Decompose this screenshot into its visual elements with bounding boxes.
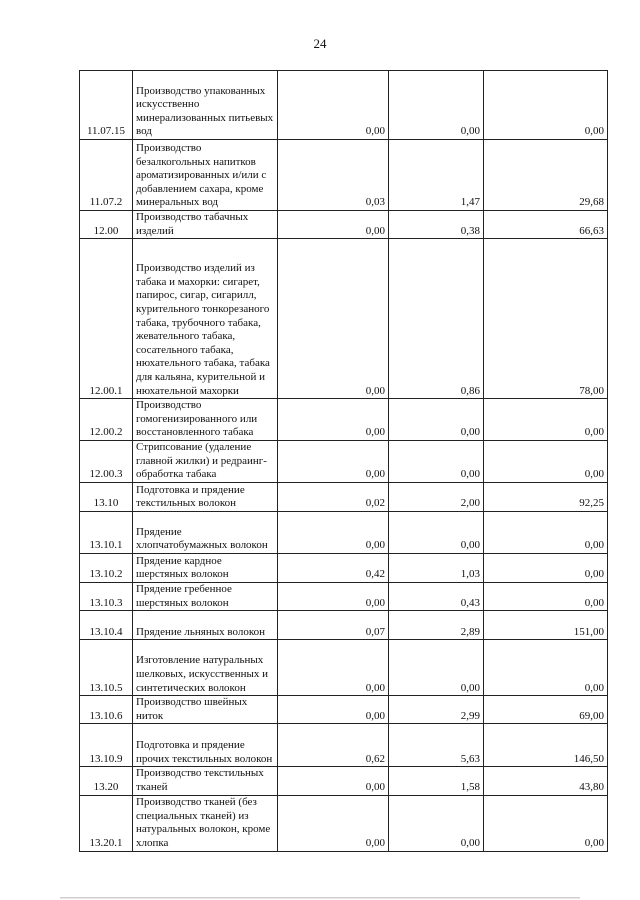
- row-value-2: 0,00: [389, 511, 484, 553]
- row-value-2: 0,38: [389, 211, 484, 239]
- row-value-1: 0,00: [278, 767, 389, 795]
- row-value-1: 0,00: [278, 511, 389, 553]
- row-code: 13.10.4: [80, 611, 133, 640]
- row-value-3: 0,00: [484, 582, 608, 610]
- row-name: Изготовление натуральных шелковых, искусственных и синтетических волокон: [133, 640, 278, 696]
- row-name: Подготовка и прядение текстильных волокон: [133, 482, 278, 511]
- row-value-2: 0,00: [389, 71, 484, 140]
- row-value-3: 0,00: [484, 795, 608, 851]
- row-value-2: 1,03: [389, 553, 484, 582]
- row-value-1: 0,07: [278, 611, 389, 640]
- row-code: 13.10.6: [80, 696, 133, 724]
- row-value-2: 2,89: [389, 611, 484, 640]
- row-code: 13.10.3: [80, 582, 133, 610]
- row-name: Производство табачных изделий: [133, 211, 278, 239]
- row-name: Производство текстильных тканей: [133, 767, 278, 795]
- row-name: Производство гомогенизированного или восстановленного табака: [133, 399, 278, 441]
- row-name: Прядение кардное шерстяных волокон: [133, 553, 278, 582]
- row-value-2: 1,47: [389, 140, 484, 211]
- row-value-1: 0,00: [278, 71, 389, 140]
- row-value-3: 43,80: [484, 767, 608, 795]
- row-value-3: 0,00: [484, 553, 608, 582]
- row-value-1: 0,00: [278, 239, 389, 399]
- row-value-2: 0,00: [389, 399, 484, 441]
- row-name: Прядение хлопчатобумажных волокон: [133, 511, 278, 553]
- table-row: [80, 71, 608, 140]
- row-value-1: 0,00: [278, 696, 389, 724]
- row-value-2: 0,43: [389, 582, 484, 610]
- row-value-1: 0,42: [278, 553, 389, 582]
- row-code: 13.10.9: [80, 724, 133, 767]
- row-code: 13.10.2: [80, 553, 133, 582]
- row-value-3: 92,25: [484, 482, 608, 511]
- row-value-2: 1,58: [389, 767, 484, 795]
- row-value-1: 0,00: [278, 211, 389, 239]
- row-value-2: 2,00: [389, 482, 484, 511]
- row-name: Производство изделий из табака и махорки: сигарет, папирос, сигар, сигарилл, курительного тонкорезаного табака, трубочного табака, жевательного табака, сосательного табака, нюхательного табака, табака для кальяна, курительной и нюхательной махорки: [133, 239, 278, 399]
- row-name: Прядение гребенное шерстяных волокон: [133, 582, 278, 610]
- row-code: 13.10.5: [80, 640, 133, 696]
- row-value-1: 0,03: [278, 140, 389, 211]
- page-number: 24: [313, 36, 327, 51]
- row-value-3: 29,68: [484, 140, 608, 211]
- row-value-2: 0,86: [389, 239, 484, 399]
- row-value-2: 2,99: [389, 696, 484, 724]
- table-row: [80, 724, 608, 767]
- row-name: Подготовка и прядение прочих текстильных волокон: [133, 724, 278, 767]
- row-code: 12.00.2: [80, 399, 133, 441]
- row-name: Производство швейных ниток: [133, 696, 278, 724]
- row-code: 12.00: [80, 211, 133, 239]
- row-value-3: 0,00: [484, 71, 608, 140]
- row-code: 13.20: [80, 767, 133, 795]
- table-row: [80, 696, 608, 724]
- table-row: [80, 795, 608, 851]
- row-value-2: 0,00: [389, 440, 484, 482]
- table-body: [80, 71, 608, 852]
- row-value-3: 66,63: [484, 211, 608, 239]
- table-row: [80, 511, 608, 553]
- row-value-3: 0,00: [484, 399, 608, 441]
- row-value-2: 0,00: [389, 640, 484, 696]
- row-name: Стрипсование (удаление главной жилки) и редраинг-обработка табака: [133, 440, 278, 482]
- table-row: [80, 399, 608, 441]
- row-code: 12.00.3: [80, 440, 133, 482]
- row-value-3: 0,00: [484, 640, 608, 696]
- table-row: [80, 553, 608, 582]
- row-code: 13.10.1: [80, 511, 133, 553]
- table-row: [80, 140, 608, 211]
- row-value-3: 151,00: [484, 611, 608, 640]
- row-code: 11.07.15: [80, 71, 133, 140]
- row-name: Прядение льняных волокон: [133, 611, 278, 640]
- table-row: [80, 482, 608, 511]
- table-row: [80, 611, 608, 640]
- row-value-1: 0,00: [278, 795, 389, 851]
- row-value-3: 0,00: [484, 440, 608, 482]
- row-value-1: 0,00: [278, 440, 389, 482]
- row-code: 12.00.1: [80, 239, 133, 399]
- table-row: [80, 239, 608, 399]
- row-value-1: 0,00: [278, 640, 389, 696]
- data-table: [79, 70, 608, 852]
- row-value-2: 0,00: [389, 795, 484, 851]
- row-value-2: 5,63: [389, 724, 484, 767]
- table-row: [80, 440, 608, 482]
- table-row: [80, 640, 608, 696]
- row-value-1: 0,62: [278, 724, 389, 767]
- row-value-3: 78,00: [484, 239, 608, 399]
- row-name: Производство безалкогольных напитков ароматизированных и/или с добавлением сахара, кроме минеральных вод: [133, 140, 278, 211]
- row-value-1: 0,00: [278, 582, 389, 610]
- row-code: 11.07.2: [80, 140, 133, 211]
- row-value-3: 69,00: [484, 696, 608, 724]
- table-row: [80, 211, 608, 239]
- row-name: Производство упакованных искусственно минерализованных питьевых вод: [133, 71, 278, 140]
- row-code: 13.10: [80, 482, 133, 511]
- row-code: 13.20.1: [80, 795, 133, 851]
- table-row: [80, 582, 608, 610]
- row-value-1: 0,00: [278, 399, 389, 441]
- row-name: Производство тканей (без специальных тканей) из натуральных волокон, кроме хлопка: [133, 795, 278, 851]
- scan-edge-mark: [60, 896, 580, 900]
- row-value-1: 0,02: [278, 482, 389, 511]
- row-value-3: 146,50: [484, 724, 608, 767]
- table-row: [80, 767, 608, 795]
- row-value-3: 0,00: [484, 511, 608, 553]
